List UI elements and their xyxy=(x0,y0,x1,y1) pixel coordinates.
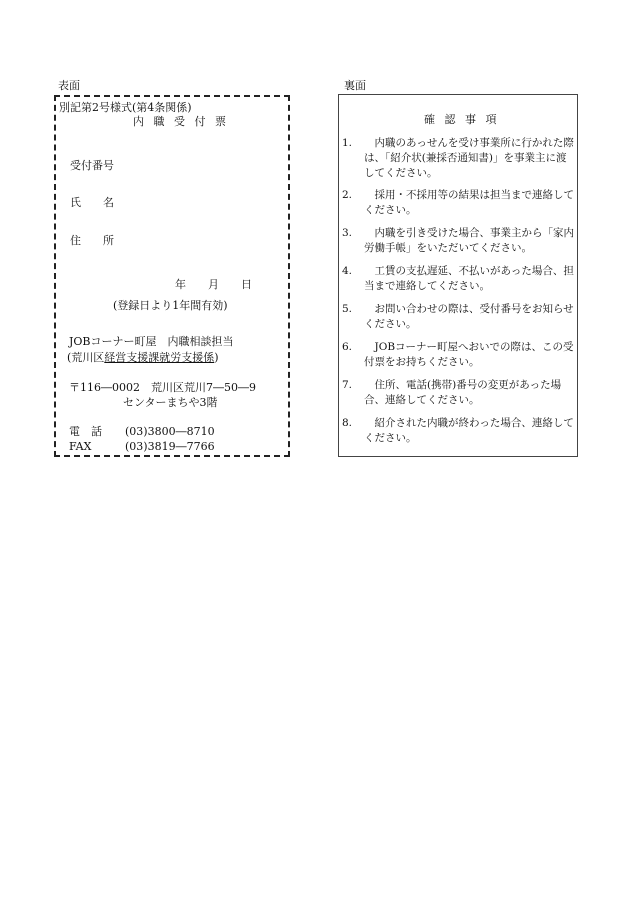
office-department-prefix: (荒川区 xyxy=(67,351,105,364)
item-number: 4. xyxy=(342,265,353,277)
validity-note: (登録日より1年間有効) xyxy=(113,299,228,312)
item-text: 採用・不採用等の結果は担当まで連絡してください。 xyxy=(364,189,574,216)
item-number: 1. xyxy=(342,137,353,149)
item-number: 8. xyxy=(342,417,353,429)
address-label: 住 所 xyxy=(70,234,114,247)
item-number: 3. xyxy=(342,227,353,239)
item-number: 2. xyxy=(342,189,353,201)
item-text: 紹介された内職が終わった場合、連絡してください。 xyxy=(364,417,574,444)
confirmation-item xyxy=(342,226,574,258)
confirmation-item xyxy=(342,378,574,410)
postal-building: センターまちや3階 xyxy=(123,396,218,409)
date-line: 年 月 日 xyxy=(175,278,252,291)
tel-label: 電 話 xyxy=(69,425,102,438)
confirmation-item xyxy=(342,136,574,182)
item-number: 6. xyxy=(342,341,353,353)
item-number: 5. xyxy=(342,303,353,315)
form-title: 内 職 受 付 票 xyxy=(133,115,229,128)
postal-address: 〒116―0002 荒川区荒川7―50―9 xyxy=(69,381,256,394)
tel-value: (03)3800―8710 xyxy=(125,425,215,438)
office-department-suffix: ) xyxy=(214,351,219,364)
office-name: JOBコーナー町屋 内職相談担当 xyxy=(69,335,234,348)
confirmation-item xyxy=(342,264,574,296)
item-text: 内職を引き受けた場合、事業主から「家内労働手帳」をいただいてください。 xyxy=(364,227,574,254)
front-side-label: 表面 xyxy=(58,79,80,92)
receipt-number-label: 受付番号 xyxy=(70,159,114,172)
office-department-name: 経営支援課就労支援係 xyxy=(104,351,215,364)
item-text: 工賃の支払遅延、不払いがあった場合、担当まで連絡してください。 xyxy=(364,265,574,292)
confirmation-item xyxy=(342,340,574,372)
confirmation-item xyxy=(342,416,574,448)
back-side-label: 裏面 xyxy=(344,79,366,92)
confirmation-title: 確 認 事 項 xyxy=(424,113,500,126)
item-text: 住所、電話(携帯)番号の変更があった場合、連絡してください。 xyxy=(364,379,562,406)
confirmation-item xyxy=(342,188,574,220)
form-label: 別記第2号様式(第4条関係) xyxy=(59,101,192,114)
fax-label: FAX xyxy=(69,440,92,453)
office-department xyxy=(67,352,219,363)
item-number: 7. xyxy=(342,379,353,391)
confirmation-item xyxy=(342,302,574,334)
item-text: 内職のあっせんを受け事業所に行かれた際は、「紹介状(兼採否通知書)」を事業主に渡してください。 xyxy=(364,137,574,179)
item-text: JOBコーナー町屋へおいでの際は、この受付票をお持ちください。 xyxy=(364,341,574,368)
item-text: お問い合わせの際は、受付番号をお知らせください。 xyxy=(364,303,574,330)
fax-value: (03)3819―7766 xyxy=(125,440,215,453)
name-label: 氏 名 xyxy=(70,196,114,209)
